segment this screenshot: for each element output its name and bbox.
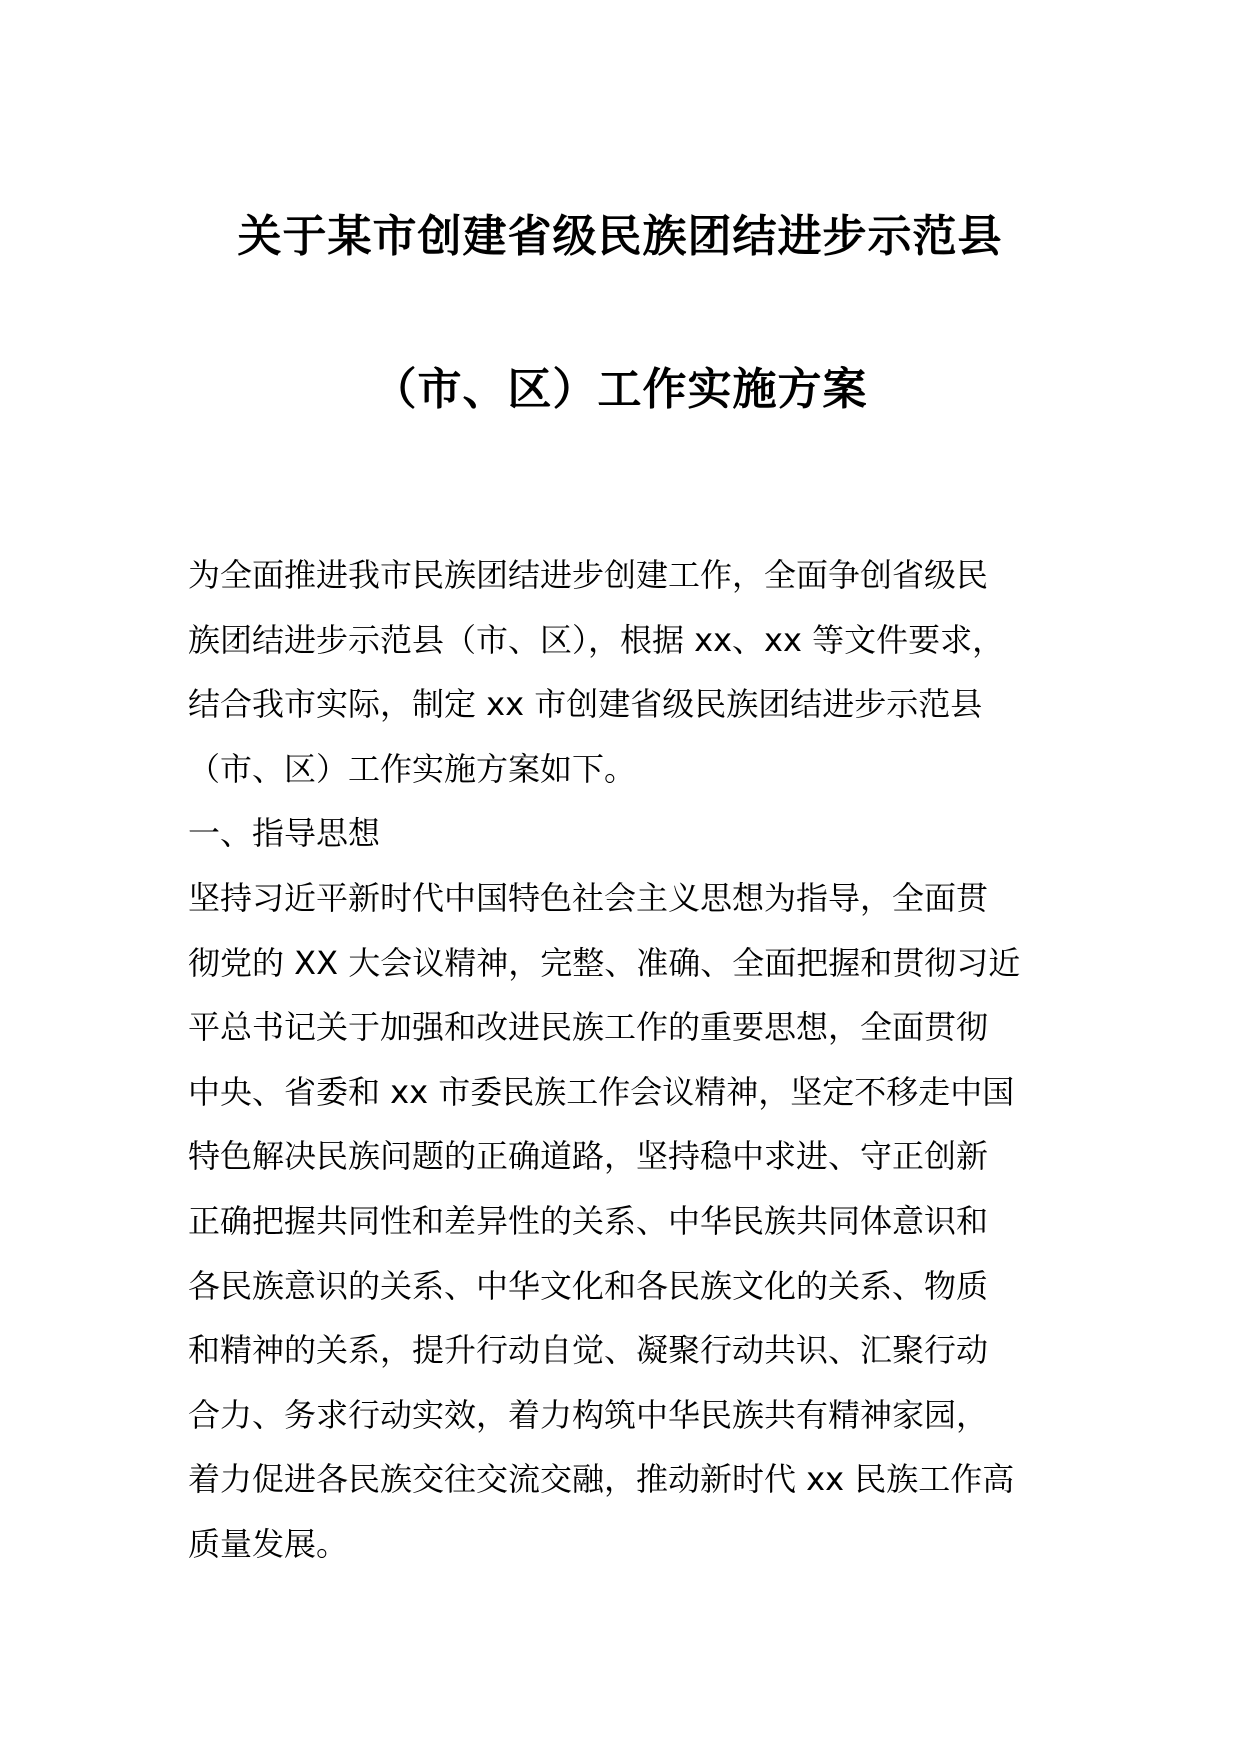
document-title-line-2: （市、区）工作实施方案 xyxy=(372,364,868,415)
section-heading-text: 一、指导思想 xyxy=(188,814,381,852)
paragraph-line: 彻党的 XX 大会议精神，完整、准确、全面把握和贯彻习近 xyxy=(188,943,1021,982)
paragraph-line: 正确把握共同性和差异性的关系、中华民族共同体意识和 xyxy=(188,1201,989,1240)
section-heading-guiding-ideology xyxy=(188,801,1052,866)
section-1-paragraph xyxy=(188,866,1052,1577)
intro-line: 为全面推进我市民族团结进步创建工作，全面争创省级民 xyxy=(188,556,989,594)
document-title-line-1: 关于某市创建省级民族团结进步示范县 xyxy=(237,211,1003,262)
paragraph-line: 各民族意识的关系、中华文化和各民族文化的关系、物质 xyxy=(188,1266,989,1305)
intro-paragraph xyxy=(188,543,1052,801)
intro-line: 结合我市实际，制定 xx 市创建省级民族团结进步示范县 xyxy=(188,685,983,724)
paragraph-line: 坚持习近平新时代中国特色社会主义思想为指导，全面贯 xyxy=(188,879,989,917)
intro-line: （市、区）工作实施方案如下。 xyxy=(188,749,637,788)
paragraph-line: 质量发展。 xyxy=(188,1524,349,1563)
intro-line: 族团结进步示范县（市、区），根据 xx、xx 等文件要求， xyxy=(188,620,1005,659)
paragraph-line: 着力促进各民族交往交流交融，推动新时代 xx 民族工作高 xyxy=(188,1460,1015,1499)
paragraph-line: 特色解决民族问题的正确道路，坚持稳中求进、守正创新 xyxy=(188,1137,989,1176)
paragraph-line: 平总书记关于加强和改进民族工作的重要思想，全面贯彻 xyxy=(188,1008,989,1047)
paragraph-line: 合力、务求行动实效，着力构筑中华民族共有精神家园， xyxy=(188,1395,989,1434)
paragraph-line: 中央、省委和 xx 市委民族工作会议精神，坚定不移走中国 xyxy=(188,1072,1015,1111)
paragraph-line: 和精神的关系，提升行动自觉、凝聚行动共识、汇聚行动 xyxy=(188,1331,989,1370)
